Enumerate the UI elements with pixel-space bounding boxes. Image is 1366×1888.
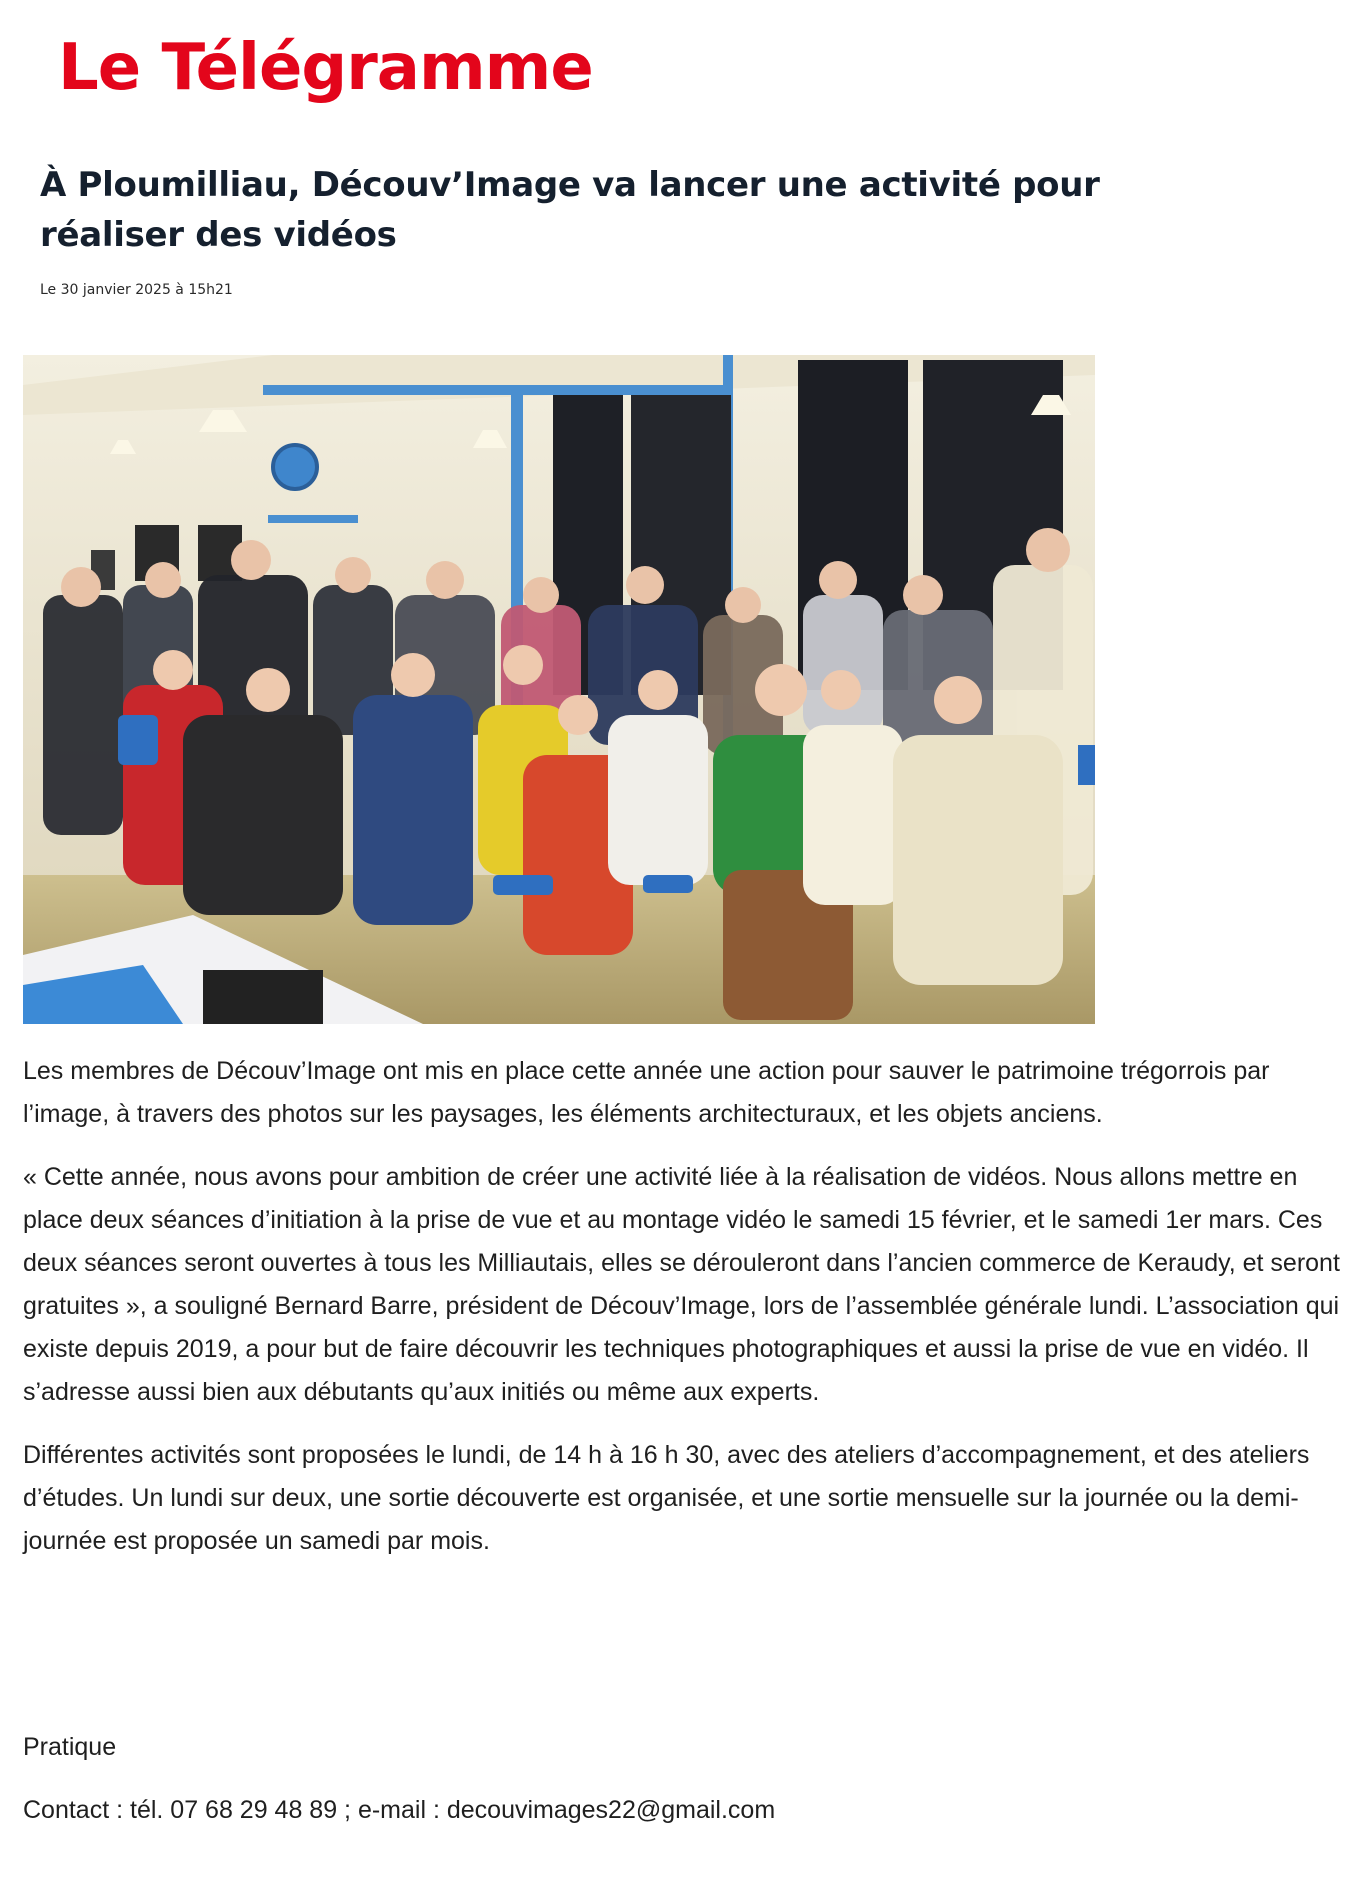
- article-date: Le 30 janvier 2025 à 15h21: [40, 282, 233, 298]
- article-title: À Ploumilliau, Découv’Image va lancer une activité pour réaliser des vidéos: [40, 165, 1100, 255]
- practical-heading: Pratique: [23, 1733, 117, 1761]
- practical-info: [23, 1726, 1343, 1832]
- article-paragraph-1: Les membres de Découv’Image ont mis en place cette année une action pour sauver le patrimoine trégorrois par l’image, à travers des photos sur les paysages, les éléments architecturaux, et les objets anciens.: [23, 1057, 1270, 1128]
- article-paragraph-2: « Cette année, nous avons pour ambition de créer une activité liée à la réalisation de vidéos. Nous allons mettre en place deux séances d’initiation à la prise de vue et au montage vidéo le samedi 15 février, et le samedi 1er mars. Ces deux séances seront ouvertes à tous les Milliautais, elles se dérouleront dans l’ancien commerce de Keraudy, et seront gratuites », a souligné Bernard Barre, président de Découv’Image, lors de l’assemblée générale lundi. L’association qui existe depuis 2019, a pour but de faire découvrir les techniques photographiques et aussi la prise de vue en vidéo. Il s’adresse aussi bien aux débutants qu’aux initiés ou même aux experts.: [23, 1163, 1340, 1406]
- masthead-logo[interactable]: Le Télégramme: [58, 31, 593, 105]
- contact-line[interactable]: Contact : tél. 07 68 29 48 89 ; e-mail : decouvimages22@gmail.com: [23, 1796, 776, 1824]
- article-photo: [23, 355, 1095, 1024]
- article-body: [23, 1050, 1343, 1583]
- article-paragraph-3: Différentes activités sont proposées le lundi, de 14 h à 16 h 30, avec des ateliers d’accompagnement, et des ateliers d’études. Un lundi sur deux, une sortie découverte est organisée, et une sortie mensuelle sur la journée ou la demi-journée est proposée un samedi par mois.: [23, 1441, 1310, 1555]
